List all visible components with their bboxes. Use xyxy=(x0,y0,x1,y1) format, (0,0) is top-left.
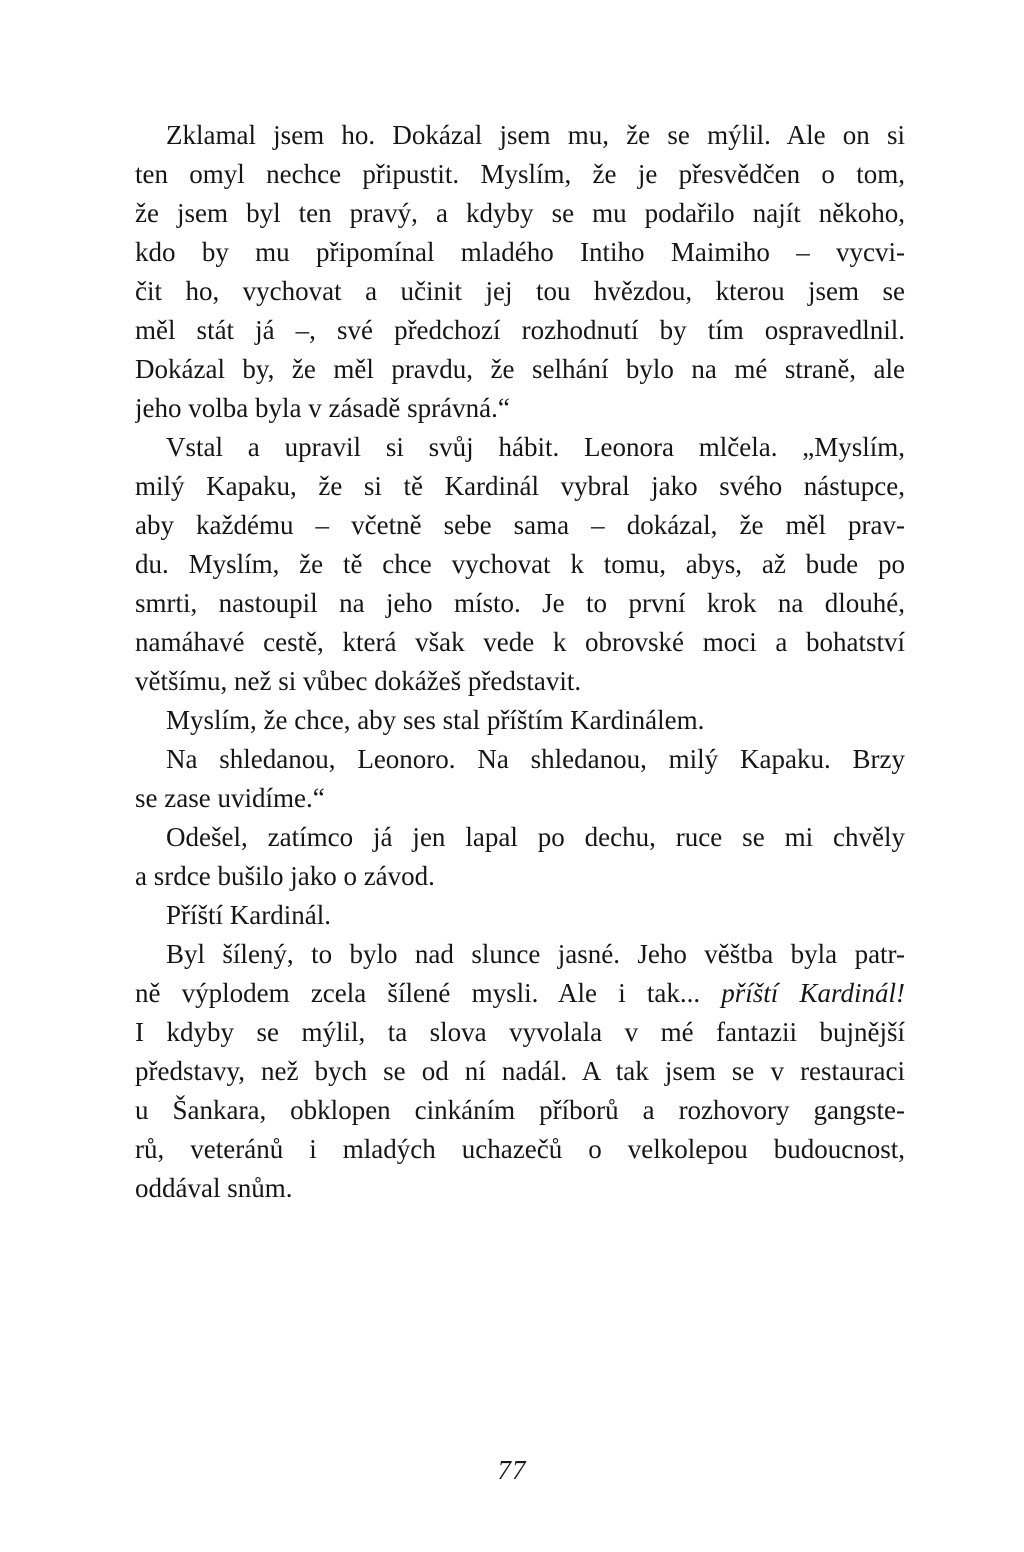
text-line xyxy=(135,974,905,1013)
text-line xyxy=(135,1169,905,1208)
text-segment: I kdyby se mýlil, ta slova vyvolala v mé fantazii bujnější xyxy=(135,1017,905,1047)
text-segment: namáhavé cestě, která však vede k obrovské moci a bohatství xyxy=(135,627,905,657)
text-line xyxy=(135,896,905,935)
text-segment: jeho volba byla v zásadě správná.“ xyxy=(135,393,510,423)
text-segment: většímu, než si vůbec dokážeš představit. xyxy=(135,666,582,696)
text-segment: aby každému – včetně sebe sama – dokázal, že měl prav- xyxy=(135,510,905,540)
paragraph xyxy=(135,818,905,896)
text-line xyxy=(135,662,905,701)
paragraph xyxy=(135,896,905,935)
text-line xyxy=(135,701,905,740)
text-segment: že jsem byl ten pravý, a kdyby se mu podařilo najít někoho, xyxy=(135,198,905,228)
text-segment: Odešel, zatímco já jen lapal po dechu, ruce se mi chvěly xyxy=(166,822,905,852)
text-line xyxy=(135,272,905,311)
text-line xyxy=(135,584,905,623)
text-line xyxy=(135,779,905,818)
text-line xyxy=(135,116,905,155)
text-segment: Dokázal by, že měl pravdu, že selhání bylo na mé straně, ale xyxy=(135,354,905,384)
text-segment: Myslím, že chce, aby ses stal příštím Kardinálem. xyxy=(166,705,705,735)
paragraph xyxy=(135,428,905,701)
text-segment: u Šankara, obklopen cinkáním příborů a rozhovory gangste- xyxy=(135,1095,905,1125)
text-line xyxy=(135,1130,905,1169)
text-segment: Vstal a upravil si svůj hábit. Leonora mlčela. „Myslím, xyxy=(166,432,905,462)
text-line xyxy=(135,155,905,194)
text-segment: Na shledanou, Leonoro. Na shledanou, milý Kapaku. Brzy xyxy=(166,744,905,774)
text-line xyxy=(135,350,905,389)
text-line xyxy=(135,233,905,272)
text-line xyxy=(135,740,905,779)
emphasized-text: příští Kardinál! xyxy=(721,978,905,1008)
text-line xyxy=(135,818,905,857)
text-line xyxy=(135,1052,905,1091)
text-segment: milý Kapaku, že si tě Kardinál vybral jako svého nástupce, xyxy=(135,471,905,501)
text-line xyxy=(135,506,905,545)
text-segment: Byl šílený, to bylo nad slunce jasné. Jeho věštba byla patr- xyxy=(166,939,905,969)
text-line xyxy=(135,1013,905,1052)
text-block xyxy=(135,116,905,1208)
text-segment: měl stát já –, své předchozí rozhodnutí by tím ospravedlnil. xyxy=(135,315,905,345)
text-line xyxy=(135,194,905,233)
text-segment: čit ho, vychovat a učinit jej tou hvězdou, kterou jsem se xyxy=(135,276,905,306)
text-segment: Příští Kardinál. xyxy=(166,900,331,930)
text-segment: se zase uvidíme.“ xyxy=(135,783,325,813)
text-segment: Zklamal jsem ho. Dokázal jsem mu, že se mýlil. Ale on si xyxy=(166,120,905,150)
text-segment: ně výplodem zcela šílené mysli. Ale i tak... xyxy=(135,978,722,1008)
page-number: 77 xyxy=(497,1455,527,1485)
text-line xyxy=(135,1091,905,1130)
text-line xyxy=(135,857,905,896)
text-segment: představy, než bych se od ní nadál. A tak jsem se v restauraci xyxy=(135,1056,905,1086)
text-segment: smrti, nastoupil na jeho místo. Je to první krok na dlouhé, xyxy=(135,588,905,618)
text-line xyxy=(135,389,905,428)
paragraph xyxy=(135,740,905,818)
text-line xyxy=(135,935,905,974)
text-segment: oddával snům. xyxy=(135,1173,293,1203)
text-line xyxy=(135,467,905,506)
text-segment: du. Myslím, že tě chce vychovat k tomu, abys, až bude po xyxy=(135,549,905,579)
text-line xyxy=(135,428,905,467)
text-segment: kdo by mu připomínal mladého Intiho Maimiho – vycvi- xyxy=(135,237,905,267)
text-segment: rů, veteránů i mladých uchazečů o velkolepou budoucnost, xyxy=(135,1134,905,1164)
paragraph xyxy=(135,935,905,1208)
text-line xyxy=(135,623,905,662)
text-segment: ten omyl nechce připustit. Myslím, že je přesvědčen o tom, xyxy=(135,159,905,189)
paragraph xyxy=(135,701,905,740)
text-line xyxy=(135,311,905,350)
paragraph xyxy=(135,116,905,428)
text-line xyxy=(135,545,905,584)
text-segment: a srdce bušilo jako o závod. xyxy=(135,861,435,891)
